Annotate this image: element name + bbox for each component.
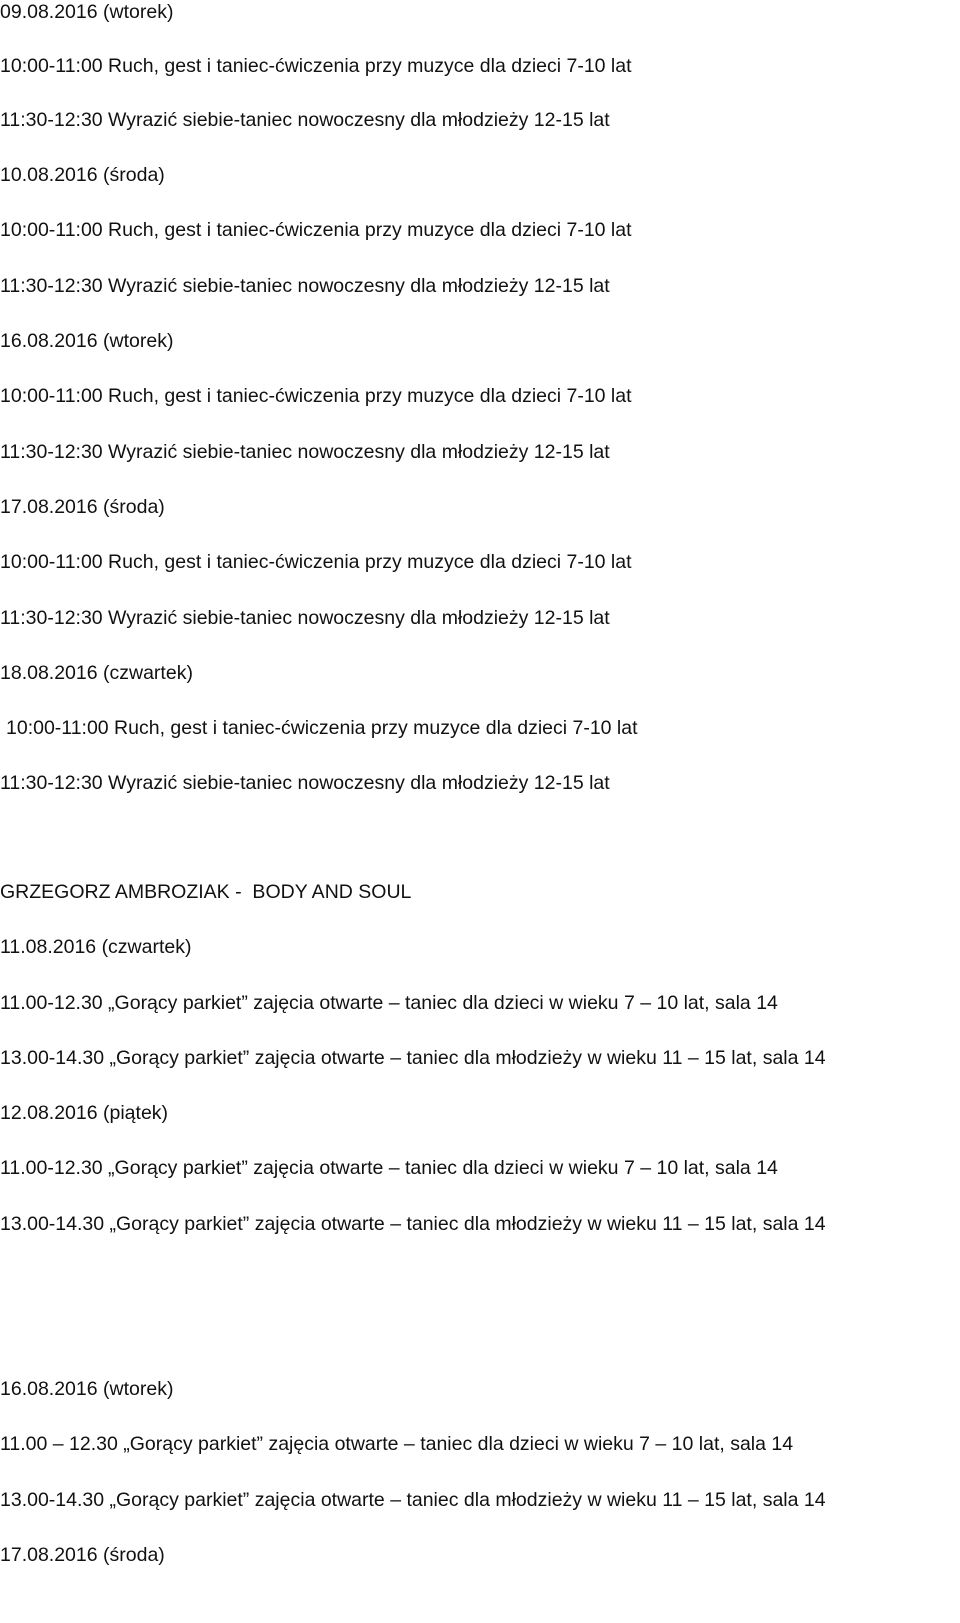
date-heading: 10.08.2016 (środa): [0, 164, 165, 186]
session-line: 11.00 – 12.30 „Gorący parkiet” zajęcia otwarte – taniec dla dzieci w wieku 7 – 10 lat, sala 14: [0, 1433, 794, 1455]
session-line: 10:00-11:00 Ruch, gest i taniec-ćwiczenia przy muzyce dla dzieci 7-10 lat: [6, 717, 638, 739]
section-heading: GRZEGORZ AMBROZIAK - BODY AND SOUL: [0, 881, 412, 903]
date-heading: 12.08.2016 (piątek): [0, 1102, 169, 1124]
session-line: 10:00-11:00 Ruch, gest i taniec-ćwiczenia przy muzyce dla dzieci 7-10 lat: [0, 385, 632, 407]
session-line: 11:30-12:30 Wyrazić siebie-taniec nowoczesny dla młodzieży 12-15 lat: [0, 607, 610, 629]
session-line: 11:30-12:30 Wyrazić siebie-taniec nowoczesny dla młodzieży 12-15 lat: [0, 772, 610, 794]
date-heading: 09.08.2016 (wtorek): [0, 1, 174, 23]
date-heading: 16.08.2016 (wtorek): [0, 330, 174, 352]
date-heading: 17.08.2016 (środa): [0, 496, 165, 518]
session-line: 10:00-11:00 Ruch, gest i taniec-ćwiczenia przy muzyce dla dzieci 7-10 lat: [0, 219, 632, 241]
session-line: 11:30-12:30 Wyrazić siebie-taniec nowoczesny dla młodzieży 12-15 lat: [0, 441, 610, 463]
date-heading: 16.08.2016 (wtorek): [0, 1378, 174, 1400]
session-line: 11:30-12:30 Wyrazić siebie-taniec nowoczesny dla młodzieży 12-15 lat: [0, 109, 610, 131]
session-line: 10:00-11:00 Ruch, gest i taniec-ćwiczenia przy muzyce dla dzieci 7-10 lat: [0, 55, 632, 77]
session-line: 11.00-12.30 „Gorący parkiet” zajęcia otwarte – taniec dla dzieci w wieku 7 – 10 lat, sala 14: [0, 1157, 778, 1179]
date-heading: 18.08.2016 (czwartek): [0, 662, 193, 684]
session-line: 11.00-12.30 „Gorący parkiet” zajęcia otwarte – taniec dla dzieci w wieku 7 – 10 lat, sala 14: [0, 992, 778, 1014]
session-line: 10:00-11:00 Ruch, gest i taniec-ćwiczenia przy muzyce dla dzieci 7-10 lat: [0, 551, 632, 573]
session-line: 13.00-14.30 „Gorący parkiet” zajęcia otwarte – taniec dla młodzieży w wieku 11 – 15 lat, sala 14: [0, 1047, 826, 1069]
session-line: 13.00-14.30 „Gorący parkiet” zajęcia otwarte – taniec dla młodzieży w wieku 11 – 15 lat, sala 14: [0, 1213, 826, 1235]
date-heading: 11.08.2016 (czwartek): [0, 936, 192, 958]
date-heading: 17.08.2016 (środa): [0, 1544, 165, 1566]
session-line: 13.00-14.30 „Gorący parkiet” zajęcia otwarte – taniec dla młodzieży w wieku 11 – 15 lat, sala 14: [0, 1489, 826, 1511]
session-line: 11:30-12:30 Wyrazić siebie-taniec nowoczesny dla młodzieży 12-15 lat: [0, 275, 610, 297]
